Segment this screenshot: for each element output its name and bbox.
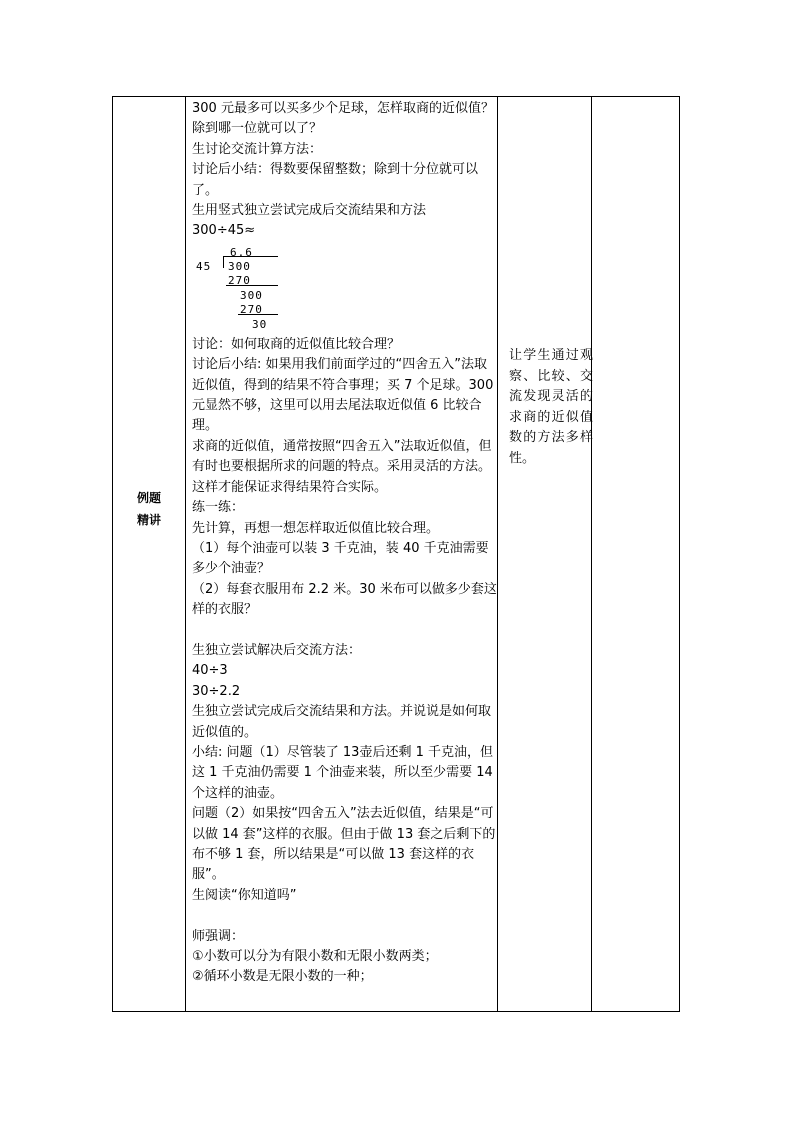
division-bracket: [223, 256, 224, 268]
expression: 40÷3: [192, 663, 228, 679]
paragraph: 生独立尝试解决后交流方法：: [192, 642, 362, 658]
paragraph: 小结: 问题（1）尽管装了 13壶后还剩 1 千克油，但这 1 千克油仍需要 1 个油壶来装，所以至少需要 14 个这样的油壶。: [192, 744, 493, 801]
dividend: 300: [228, 259, 251, 273]
paragraph: 生讨论交流计算方法：: [192, 141, 323, 157]
paragraph: 讨论后小结: 如果用我们前面学过的“四舍五入”法取近似值，得到的结果不符合事理；买 7 个足球。300 元显然不够，这里可以用去尾法取近似值 6 比较合理。: [192, 357, 494, 434]
paragraph: 讨论后小结：得数要保留整数；除到十分位就可以了。: [192, 162, 479, 198]
section-label-line2: 精讲: [136, 513, 161, 527]
division-remainder: 300: [240, 288, 263, 302]
division-step: 270: [240, 302, 263, 316]
exercise-item: （2）每套衣服用布 2.2 米。30 米布可以做多少套这样的衣服？: [192, 581, 497, 618]
expression: 300÷45≈: [192, 223, 256, 239]
division-step: 270: [228, 273, 251, 287]
division-remainder: 30: [252, 317, 268, 331]
exercise-item: （1）每个油壶可以装 3 千克油，装 40 千克油需要多少个油壶？: [192, 540, 489, 577]
lesson-plan-table: [112, 96, 680, 1012]
paragraph: 求商的近似值，通常按照“四舍五入”法取近似值，但有时也要根据所求的问题的特点。采用灵活的方法。这样才能保证求得结果符合实际。: [192, 438, 492, 495]
quotient: 6.6: [230, 245, 253, 259]
paragraph: 300 元最多可以买多少个足球，怎样取商的近似值？除到哪一位就可以了？: [192, 101, 494, 137]
teaching-process-cell: [192, 99, 498, 988]
paragraph: 问题（2）如果按“四舍五入”法去近似值，结果是“可以做 14 套”这样的衣服。但由于做 13 套之后剩下的布不够 1 套，所以结果是“可以做 13 套这样的衣服”。: [192, 806, 496, 883]
list-item: ①小数可以分为有限小数和无限小数两类；: [192, 949, 438, 964]
paragraph: 练一练：: [192, 500, 245, 516]
paragraph: 生用竖式独立尝试完成后交流结果和方法: [192, 203, 427, 219]
blank-line: [192, 621, 498, 641]
paragraph: 讨论：如何取商的近似值比较合理？: [192, 336, 401, 352]
paragraph: 生独立尝试完成后交流结果和方法。并说说是如何取近似值的。: [192, 704, 492, 740]
list-item: ②循环小数是无限小数的一种；: [192, 969, 373, 985]
paragraph: 师强调：: [192, 928, 245, 944]
expression: 30÷2.2: [192, 683, 241, 699]
long-division-figure: [192, 243, 282, 329]
paragraph: 先计算，再想一想怎样取近似值比较合理。: [192, 520, 440, 536]
design-intent-cell: 让学生通过观察、比较、交流发现灵活的求商的近似值数的方法多样性。: [509, 348, 593, 466]
column-divider-1: [185, 97, 186, 1011]
column-divider-3: [591, 97, 592, 1011]
blank-line: [192, 906, 498, 926]
section-label-line1: 例题: [136, 491, 161, 505]
divisor: 45: [196, 259, 212, 273]
section-label-cell: [113, 487, 185, 531]
paragraph: 生阅读“你知道吗”: [192, 887, 297, 903]
